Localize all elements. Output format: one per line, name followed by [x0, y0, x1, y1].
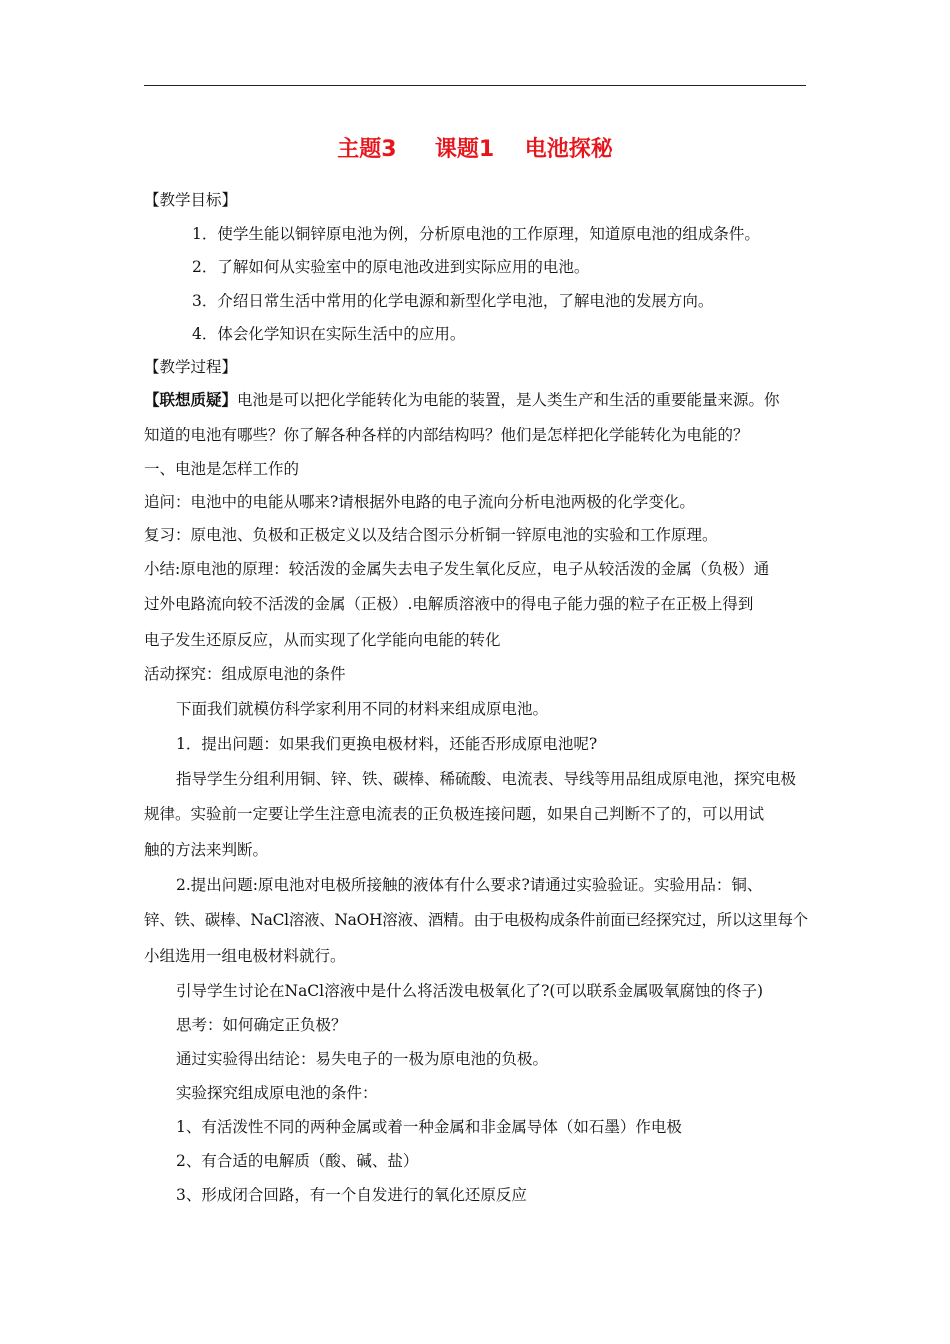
conclusion-line: 通过实验得出结论：易失电子的一极为原电池的负极。: [176, 1050, 549, 1068]
q1-guide-line-2: 规律。实验前一定要让学生注意电流表的正负极连接问题，如果自己判断不了的，可以用试: [144, 805, 765, 823]
question-line: 追问：电池中的电能从哪来?请根据外电路的电子流向分析电池两极的化学变化。: [144, 493, 695, 511]
activity-heading: 活动探究：组成原电池的条件: [144, 665, 346, 683]
intro-paragraph-line-2: 知道的电池有哪些？你了解各种各样的内部结构吗？他们是怎样把化学能转化为电能的？: [144, 426, 749, 444]
think-line: 思考：如何确定正负极？: [176, 1016, 347, 1034]
question-2-line-1: 2.提出问题:原电池对电极所接触的液体有什么要求?请通过实验验证。实验用品：铜、: [176, 876, 763, 894]
intro-text: 电池是可以把化学能转化为电能的装置，是人类生产和生活的重要能量来源。你: [237, 391, 780, 409]
question-2-line-3: 小组选用一组电极材料就行。: [144, 947, 346, 965]
condition-item-1: 1、有活泼性不同的两种金属或着一种金属和非金属导体（如石墨）作电极: [176, 1118, 682, 1136]
summary-line-3: 电子发生还原反应，从而实现了化学能向电能的转化: [144, 631, 501, 649]
summary-line-2: 过外电路流向较不活泼的金属（正极）.电解质溶液中的得电子能力强的粒子在正极上得到: [144, 595, 754, 613]
objective-item-4: 4．体会化学知识在实际生活中的应用。: [192, 325, 466, 343]
q1-guide-line-1: 指导学生分组利用铜、锌、铁、碳棒、稀硫酸、电流表、导线等用品组成原电池，探究电极: [176, 770, 797, 788]
page-title: 主题3 课题1 电池探秘: [337, 137, 613, 162]
review-line: 复习：原电池、负极和正极定义以及结合图示分析铜一锌原电池的实验和工作原理。: [144, 526, 718, 544]
part1-heading: 一、电池是怎样工作的: [144, 460, 300, 478]
objectives-heading: 【教学目标】: [144, 191, 238, 209]
objective-item-2: 2．了解如何从实验室中的原电池改进到实际应用的电池。: [192, 258, 590, 276]
question-1: 1．提出问题：如果我们更换电极材料，还能否形成原电池呢?: [176, 735, 598, 753]
conditions-heading: 实验探究组成原电池的条件：: [176, 1084, 378, 1102]
objective-item-3: 3．介绍日常生活中常用的化学电源和新型化学电池，了解电池的发展方向。: [192, 292, 714, 310]
intro-label: 【联想质疑】: [144, 390, 238, 409]
header-rule: [144, 85, 806, 86]
question-2-line-2: 锌、铁、碳棒、NaCl溶液、NaOH溶液、酒精。由于电极构成条件前面已经探究过，所以这里每个: [144, 911, 808, 929]
intro-paragraph-line-1: [144, 389, 780, 411]
condition-item-2: 2、有合适的电解质（酸、碱、盐）: [176, 1152, 419, 1170]
discussion-line: 引导学生讨论在NaCl溶液中是什么将活泼电极氧化了?(可以联系金属吸氧腐蚀的佟子): [176, 982, 764, 1000]
q1-guide-line-3: 触的方法来判断。: [144, 841, 269, 859]
process-heading: 【教学过程】: [144, 358, 238, 376]
summary-line-1: 小结:原电池的原理：较活泼的金属失去电子发生氧化反应，电子从较活泼的金属（负极）通: [144, 560, 770, 578]
objective-item-1: 1．使学生能以铜锌原电池为例，分析原电池的工作原理，知道原电池的组成条件。: [192, 225, 760, 243]
activity-intro: 下面我们就模仿科学家利用不同的材料来组成原电池。: [176, 700, 549, 718]
condition-item-3: 3、形成闭合回路，有一个自发进行的氧化还原反应: [176, 1186, 527, 1204]
